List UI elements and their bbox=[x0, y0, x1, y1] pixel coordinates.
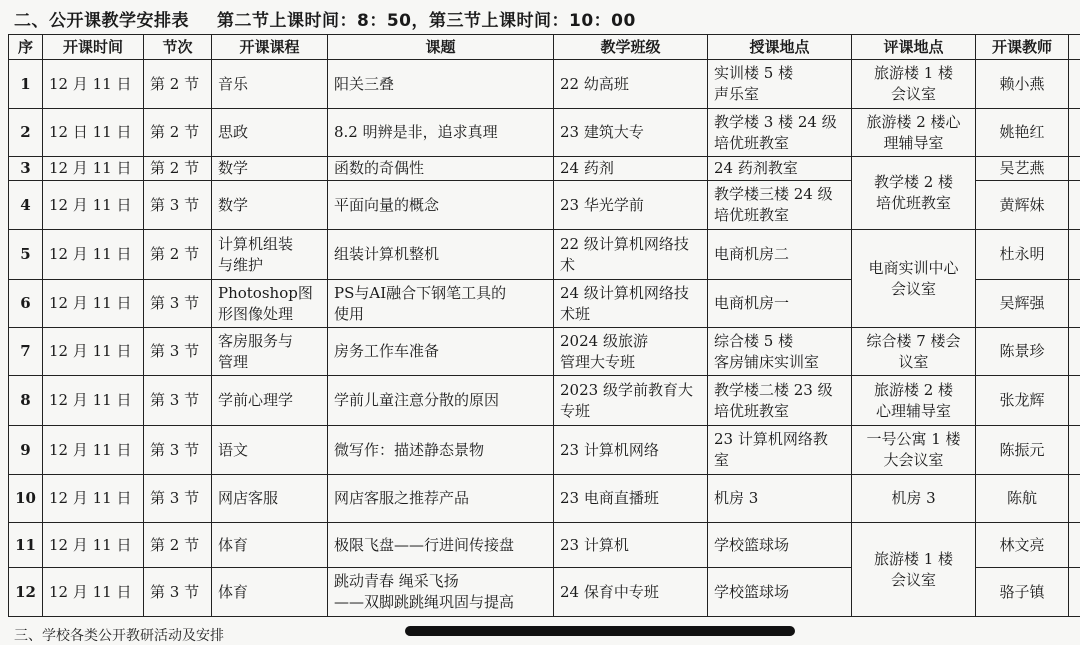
cell-date: 12 月 11 日 bbox=[43, 328, 144, 376]
cell-course: 客房服务与 管理 bbox=[212, 328, 328, 376]
cell-extra bbox=[1069, 376, 1080, 426]
cell-date: 12 月 11 日 bbox=[43, 568, 144, 617]
cell-course: 语文 bbox=[212, 426, 328, 475]
cell-date: 12 日 11 日 bbox=[43, 109, 144, 157]
cell-date: 12 月 11 日 bbox=[43, 475, 144, 523]
cell-class: 23 计算机网络 bbox=[554, 426, 708, 475]
cell-teacher: 陈振元 bbox=[976, 426, 1069, 475]
cell-extra bbox=[1069, 181, 1080, 230]
cell-topic: PS与AI融合下钢笔工具的 使用 bbox=[328, 280, 554, 328]
cell-extra bbox=[1069, 60, 1080, 109]
cell-extra bbox=[1069, 426, 1080, 475]
cell-course: 数学 bbox=[212, 181, 328, 230]
cell-teacher: 黄辉妹 bbox=[976, 181, 1069, 230]
cell-venue: 综合楼 5 楼 客房铺床实训室 bbox=[708, 328, 852, 376]
cell-topic: 网店客服之推荐产品 bbox=[328, 475, 554, 523]
cell-course: 体育 bbox=[212, 568, 328, 617]
heading-title: 二、公开课教学安排表 bbox=[14, 11, 189, 31]
cell-extra bbox=[1069, 230, 1080, 280]
cell-venue: 教学楼二楼 23 级 培优班教室 bbox=[708, 376, 852, 426]
cell-extra bbox=[1069, 475, 1080, 523]
cell-date: 12 月 11 日 bbox=[43, 523, 144, 568]
cell-topic: 8.2 明辨是非，追求真理 bbox=[328, 109, 554, 157]
col-header-review: 评课地点 bbox=[852, 35, 976, 60]
cell-period: 第 2 节 bbox=[144, 157, 212, 181]
col-header-date: 开课时间 bbox=[43, 35, 144, 60]
cell-period: 第 3 节 bbox=[144, 475, 212, 523]
row-number: 9 bbox=[9, 426, 43, 475]
cell-venue: 23 计算机网络教 室 bbox=[708, 426, 852, 475]
row-number: 11 bbox=[9, 523, 43, 568]
cell-extra bbox=[1069, 523, 1080, 568]
cell-date: 12 月 11 日 bbox=[43, 157, 144, 181]
cell-extra bbox=[1069, 568, 1080, 617]
cell-venue: 学校篮球场 bbox=[708, 523, 852, 568]
cell-topic: 学前儿童注意分散的原因 bbox=[328, 376, 554, 426]
table-row bbox=[9, 426, 1080, 475]
footer-note: 三、学校各类公开教研活动及安排 bbox=[14, 625, 224, 645]
cell-course: 体育 bbox=[212, 523, 328, 568]
cell-extra bbox=[1069, 157, 1080, 181]
cell-review: 一号公寓 1 楼 大会议室 bbox=[852, 426, 976, 475]
cell-course: 数学 bbox=[212, 157, 328, 181]
cell-class: 2023 级学前教育大 专班 bbox=[554, 376, 708, 426]
cell-topic: 平面向量的概念 bbox=[328, 181, 554, 230]
cell-class: 23 华光学前 bbox=[554, 181, 708, 230]
cell-topic: 微写作：描述静态景物 bbox=[328, 426, 554, 475]
col-header-extra bbox=[1069, 35, 1080, 60]
cell-teacher: 吴辉强 bbox=[976, 280, 1069, 328]
cell-date: 12 月 11 日 bbox=[43, 60, 144, 109]
cell-review: 旅游楼 1 楼 会议室 bbox=[852, 60, 976, 109]
cell-date: 12 月 11 日 bbox=[43, 230, 144, 280]
cell-course: 网店客服 bbox=[212, 475, 328, 523]
table-row bbox=[9, 376, 1080, 426]
row-number: 1 bbox=[9, 60, 43, 109]
cell-review: 电商实训中心 会议室 bbox=[852, 230, 976, 328]
cell-venue: 电商机房二 bbox=[708, 230, 852, 280]
table-row bbox=[9, 109, 1080, 157]
row-number: 7 bbox=[9, 328, 43, 376]
cell-extra bbox=[1069, 280, 1080, 328]
cell-teacher: 杜永明 bbox=[976, 230, 1069, 280]
cell-venue: 教学楼三楼 24 级 培优班教室 bbox=[708, 181, 852, 230]
cell-teacher: 陈景珍 bbox=[976, 328, 1069, 376]
cell-review: 综合楼 7 楼会 议室 bbox=[852, 328, 976, 376]
scroll-indicator[interactable] bbox=[405, 626, 795, 636]
heading-times: 第二节上课时间：8：50，第三节上课时间：10：00 bbox=[217, 11, 636, 31]
cell-class: 22 幼高班 bbox=[554, 60, 708, 109]
table-row bbox=[9, 475, 1080, 523]
cell-class: 24 保育中专班 bbox=[554, 568, 708, 617]
row-number: 2 bbox=[9, 109, 43, 157]
cell-period: 第 2 节 bbox=[144, 230, 212, 280]
col-header-class: 教学班级 bbox=[554, 35, 708, 60]
cell-teacher: 赖小燕 bbox=[976, 60, 1069, 109]
cell-period: 第 3 节 bbox=[144, 181, 212, 230]
col-header-period: 节次 bbox=[144, 35, 212, 60]
cell-date: 12 月 11 日 bbox=[43, 376, 144, 426]
cell-period: 第 2 节 bbox=[144, 109, 212, 157]
row-number: 3 bbox=[9, 157, 43, 181]
cell-teacher: 张龙辉 bbox=[976, 376, 1069, 426]
cell-course: 思政 bbox=[212, 109, 328, 157]
table-row bbox=[9, 230, 1080, 280]
cell-topic: 房务工作车准备 bbox=[328, 328, 554, 376]
cell-period: 第 3 节 bbox=[144, 568, 212, 617]
cell-class: 23 建筑大专 bbox=[554, 109, 708, 157]
cell-venue: 电商机房一 bbox=[708, 280, 852, 328]
table-row bbox=[9, 523, 1080, 568]
cell-extra bbox=[1069, 328, 1080, 376]
cell-period: 第 3 节 bbox=[144, 376, 212, 426]
row-number: 10 bbox=[9, 475, 43, 523]
cell-class: 24 药剂 bbox=[554, 157, 708, 181]
cell-date: 12 月 11 日 bbox=[43, 181, 144, 230]
cell-teacher: 吴艺燕 bbox=[976, 157, 1069, 181]
cell-date: 12 月 11 日 bbox=[43, 426, 144, 475]
cell-review: 教学楼 2 楼 培优班教室 bbox=[852, 157, 976, 230]
cell-course: 学前心理学 bbox=[212, 376, 328, 426]
row-number: 8 bbox=[9, 376, 43, 426]
cell-topic: 函数的奇偶性 bbox=[328, 157, 554, 181]
cell-class: 2024 级旅游 管理大专班 bbox=[554, 328, 708, 376]
cell-period: 第 3 节 bbox=[144, 426, 212, 475]
cell-review: 旅游楼 2 楼心 理辅导室 bbox=[852, 109, 976, 157]
cell-topic: 跳动青春 绳采飞扬 ——双脚跳跳绳巩固与提高 bbox=[328, 568, 554, 617]
cell-period: 第 3 节 bbox=[144, 328, 212, 376]
cell-review: 机房 3 bbox=[852, 475, 976, 523]
cell-venue: 24 药剂教室 bbox=[708, 157, 852, 181]
row-number: 5 bbox=[9, 230, 43, 280]
cell-class: 22 级计算机网络技 术 bbox=[554, 230, 708, 280]
cell-topic: 组装计算机整机 bbox=[328, 230, 554, 280]
page-heading bbox=[14, 6, 636, 31]
schedule-table bbox=[8, 34, 1080, 617]
cell-date: 12 月 11 日 bbox=[43, 280, 144, 328]
row-number: 4 bbox=[9, 181, 43, 230]
cell-review: 旅游楼 1 楼 会议室 bbox=[852, 523, 976, 617]
table-header-row bbox=[9, 35, 1080, 60]
table-row bbox=[9, 60, 1080, 109]
cell-class: 24 级计算机网络技 术班 bbox=[554, 280, 708, 328]
cell-course: 音乐 bbox=[212, 60, 328, 109]
cell-venue: 教学楼 3 楼 24 级 培优班教室 bbox=[708, 109, 852, 157]
cell-period: 第 3 节 bbox=[144, 280, 212, 328]
cell-course: 计算机组装 与维护 bbox=[212, 230, 328, 280]
cell-topic: 极限飞盘——行进间传接盘 bbox=[328, 523, 554, 568]
cell-extra bbox=[1069, 109, 1080, 157]
col-header-topic: 课题 bbox=[328, 35, 554, 60]
cell-venue: 机房 3 bbox=[708, 475, 852, 523]
cell-class: 23 计算机 bbox=[554, 523, 708, 568]
table-row bbox=[9, 157, 1080, 181]
schedule-body bbox=[9, 60, 1080, 617]
row-number: 6 bbox=[9, 280, 43, 328]
cell-teacher: 林文亮 bbox=[976, 523, 1069, 568]
col-header-no: 序 bbox=[9, 35, 43, 60]
cell-course: Photoshop图 形图像处理 bbox=[212, 280, 328, 328]
col-header-venue: 授课地点 bbox=[708, 35, 852, 60]
col-header-course: 开课课程 bbox=[212, 35, 328, 60]
cell-teacher: 骆子镇 bbox=[976, 568, 1069, 617]
cell-teacher: 陈航 bbox=[976, 475, 1069, 523]
cell-period: 第 2 节 bbox=[144, 60, 212, 109]
row-number: 12 bbox=[9, 568, 43, 617]
cell-class: 23 电商直播班 bbox=[554, 475, 708, 523]
cell-review: 旅游楼 2 楼 心理辅导室 bbox=[852, 376, 976, 426]
cell-venue: 学校篮球场 bbox=[708, 568, 852, 617]
col-header-teacher: 开课教师 bbox=[976, 35, 1069, 60]
cell-teacher: 姚艳红 bbox=[976, 109, 1069, 157]
cell-topic: 阳关三叠 bbox=[328, 60, 554, 109]
cell-venue: 实训楼 5 楼 声乐室 bbox=[708, 60, 852, 109]
cell-period: 第 2 节 bbox=[144, 523, 212, 568]
table-row bbox=[9, 328, 1080, 376]
